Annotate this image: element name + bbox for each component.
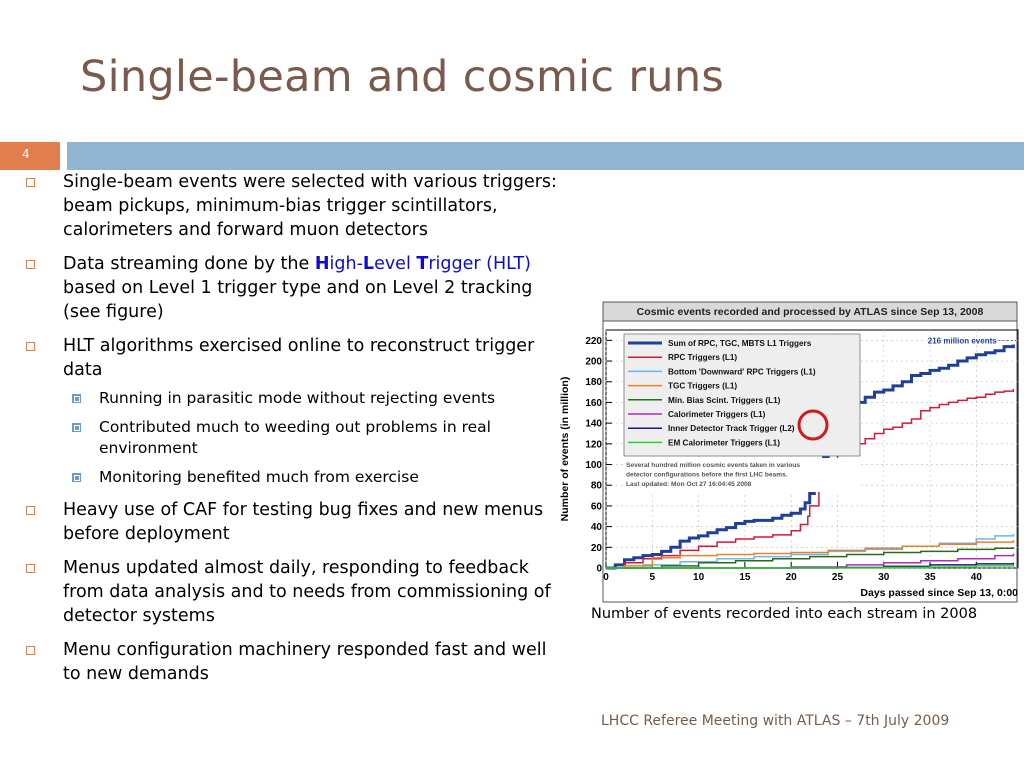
bullet-marker-icon (26, 260, 35, 269)
y-tick-label: 60 (590, 501, 602, 513)
top-annotation: 216 million events (927, 336, 997, 346)
sub-bullet-item (26, 417, 560, 459)
bullet-item (26, 498, 560, 546)
x-tick-label: 0 (603, 572, 609, 583)
bullet-text-post: based on Level 1 trigger type and on Level 2 tracking (see figure) (63, 278, 533, 322)
x-tick-label: 30 (878, 572, 890, 583)
x-tick-label: 20 (785, 572, 797, 583)
bullet-item (26, 334, 560, 382)
bullet-item (26, 170, 560, 242)
bullet-text: Menus updated almost daily, responding to feedback from data analysis and to needs from commissioning of detector systems (63, 558, 551, 626)
bullet-marker-icon (26, 564, 35, 573)
y-tick-label: 140 (585, 418, 602, 430)
bullet-text: Single-beam events were selected with various triggers: beam pickups, minimum-bias trigger scintillators, calorimeters and forward muon detectors (63, 172, 557, 240)
bullet-text-pre: Data streaming done by the (63, 254, 315, 274)
legend-label: RPC Triggers (L1) (668, 353, 738, 363)
bullet-marker-icon (26, 646, 35, 655)
bullet-text: HLT algorithms exercised online to reconstruct trigger data (63, 336, 535, 380)
y-tick-label: 200 (585, 356, 602, 368)
legend-label: Bottom 'Downward' RPC Triggers (L1) (668, 367, 816, 377)
hlt-igh: igh- (329, 254, 363, 274)
legend-label: Calorimeter Triggers (L1) (668, 410, 766, 419)
chart-note: Several hundred million cosmic events taken in various (626, 462, 801, 469)
hlt-t: T (416, 254, 429, 274)
hlt-evel: evel (374, 254, 417, 274)
y-tick-label: 20 (590, 542, 602, 554)
x-tick-label: 15 (739, 572, 751, 583)
chart-note: Last updated: Mon Oct 27 16:04:45 2008 (626, 481, 752, 488)
slide-number: 4 (22, 147, 30, 161)
footer-text: LHCC Referee Meeting with ATLAS – 7th July 2009 (601, 713, 950, 729)
header-band (67, 142, 1024, 170)
page-title: Single-beam and cosmic runs (80, 52, 725, 102)
sub-bullet-marker-icon (72, 394, 81, 403)
bullet-list (26, 170, 560, 696)
figure-caption: Number of events recorded into each stream in 2008 (591, 606, 978, 622)
sub-bullet-item (26, 467, 560, 488)
sub-bullet-marker-icon (72, 423, 81, 432)
y-tick-label: 0 (596, 563, 602, 575)
legend-label: Inner Detector Track Trigger (L2) (668, 424, 795, 434)
bullet-marker-icon (26, 506, 35, 515)
x-tick-label: 5 (649, 572, 656, 583)
sub-bullet-marker-icon (72, 473, 81, 482)
y-tick-label: 180 (585, 377, 602, 389)
hlt-l: L (362, 254, 375, 274)
sub-bullet-text: Running in parasitic mode without rejecting events (99, 389, 496, 407)
chart-title: Cosmic events recorded and processed by ATLAS since Sep 13, 2008 (636, 306, 984, 318)
bullet-item (26, 556, 560, 628)
legend-label: TGC Triggers (L1) (668, 381, 738, 391)
bullet-text: Heavy use of CAF for testing bug fixes and new menus before deployment (63, 500, 544, 544)
events-chart (556, 300, 1020, 604)
x-tick-label: 10 (693, 572, 705, 583)
legend-label: Sum of RPC, TGC, MBTS L1 Triggers (668, 339, 812, 348)
bullet-marker-icon (26, 178, 35, 187)
y-tick-label: 120 (585, 439, 602, 451)
x-axis-label: Days passed since Sep 13, 0:00 (860, 587, 1018, 599)
y-tick-label: 100 (585, 460, 602, 472)
bullet-item (26, 638, 560, 686)
y-tick-label: 80 (590, 480, 602, 492)
bullet-item (26, 252, 560, 324)
y-tick-label: 220 (585, 335, 602, 347)
y-tick-label: 160 (585, 397, 602, 409)
hlt-h: H (314, 254, 330, 274)
legend-label: EM Calorimeter Triggers (L1) (668, 438, 780, 448)
y-axis-label: Number of events (in million) (559, 376, 571, 522)
slide-number-band (0, 142, 60, 170)
legend-label: Min. Bias Scint. Triggers (L1) (668, 395, 781, 405)
hlt-rigger: rigger (428, 254, 481, 274)
sub-bullet-text: Contributed much to weeding out problems in real environment (99, 418, 491, 457)
x-tick-label: 40 (970, 572, 982, 583)
bullet-text: Menu configuration machinery responded fast and well to new demands (63, 640, 547, 684)
bullet-marker-icon (26, 342, 35, 351)
sub-bullet-item (26, 388, 560, 409)
x-tick-label: 35 (924, 572, 936, 583)
hlt-abbrev: (HLT) (486, 254, 531, 274)
chart-note: detector configurations before the first LHC beams. (626, 471, 788, 479)
x-tick-label: 25 (831, 572, 844, 583)
sub-bullet-text: Monitoring benefited much from exercise (99, 468, 419, 486)
y-tick-label: 40 (590, 522, 602, 534)
